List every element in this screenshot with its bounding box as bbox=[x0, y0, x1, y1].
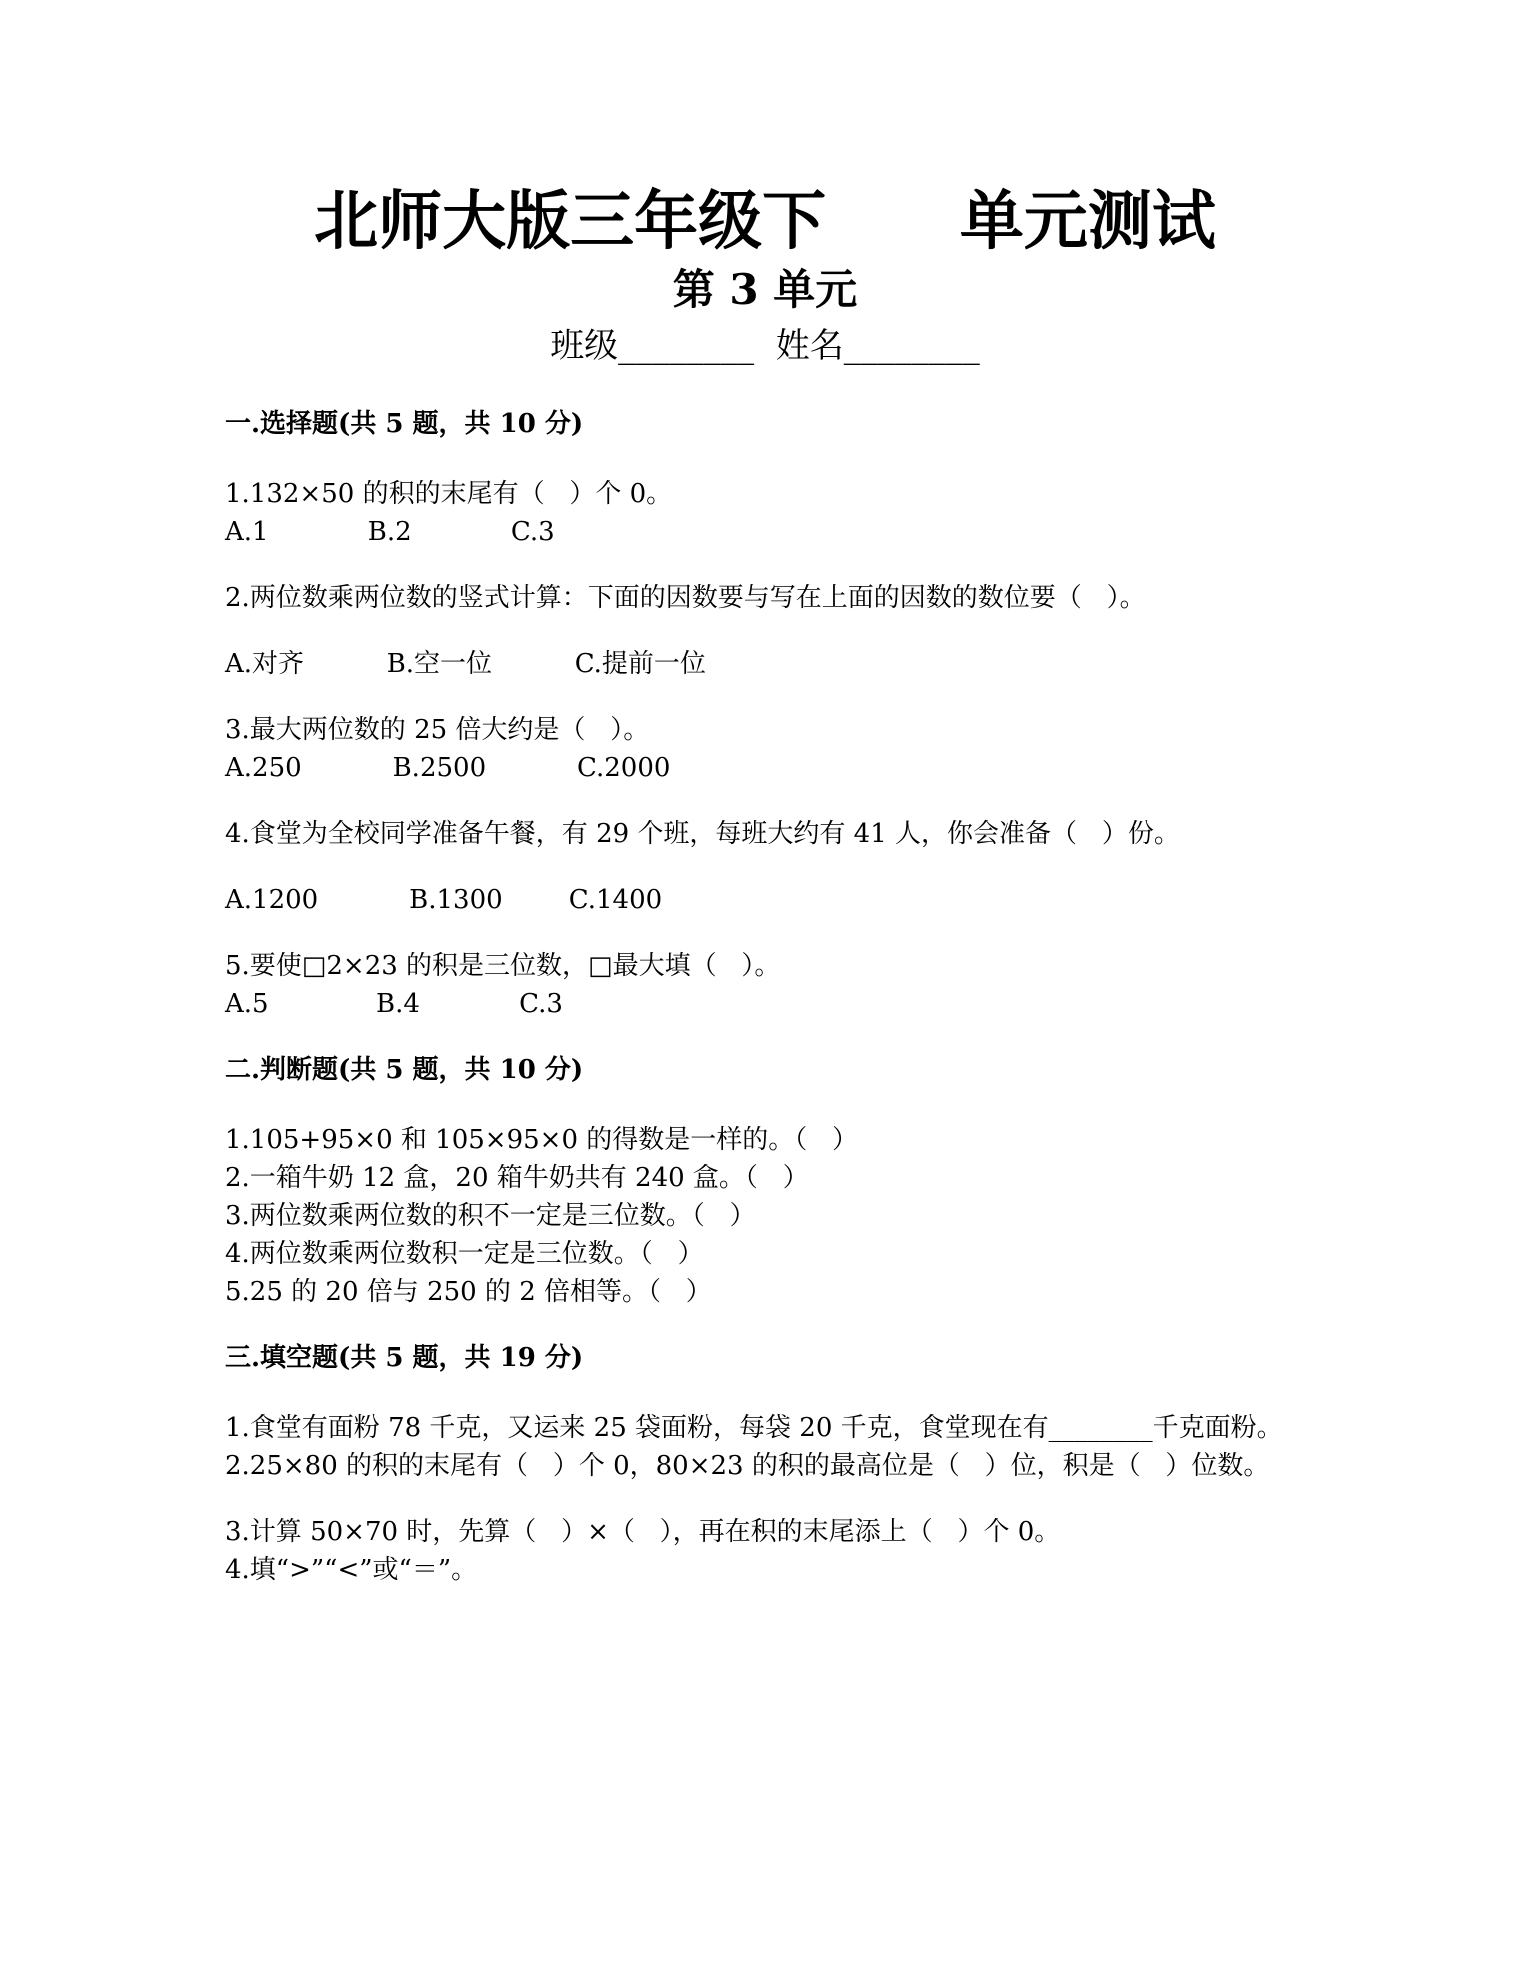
section-heading-choice: 一.选择题(共 5 题，共 10 分) bbox=[225, 409, 584, 439]
unit-subtitle: 第 3 单元 bbox=[672, 265, 858, 314]
question-text: 5.要使□2×23 的积是三位数，□最大填（ ）。 bbox=[225, 951, 781, 981]
list-item: 3.两位数乘两位数的积不一定是三位数。（ ） bbox=[225, 1201, 756, 1231]
question-options: A.1 B.2 C.3 bbox=[225, 517, 555, 547]
question-text: 4.食堂为全校同学准备午餐，有 29 个班，每班大约有 41 人，你会准备（ ）份。 bbox=[225, 819, 1180, 849]
question-options: A.250 B.2500 C.2000 bbox=[225, 753, 671, 783]
exam-content bbox=[225, 405, 1285, 1589]
question-options: A.5 B.4 C.3 bbox=[225, 989, 563, 1019]
class-name-line: 班级________ 姓名________ bbox=[550, 326, 980, 366]
list-item: 5.25 的 20 倍与 250 的 2 倍相等。（ ） bbox=[225, 1277, 712, 1307]
question-text: 2.两位数乘两位数的竖式计算：下面的因数要与写在上面的因数的数位要（ ）。 bbox=[225, 583, 1146, 613]
question-text: 1.132×50 的积的末尾有（ ）个 0。 bbox=[225, 479, 673, 509]
question-options: A.1200 B.1300 C.1400 bbox=[225, 885, 663, 915]
question-options: A.对齐 B.空一位 C.提前一位 bbox=[225, 649, 706, 679]
question-text: 4.填“>”“<”或“＝”。 bbox=[225, 1555, 478, 1585]
list-item: 1.105+95×0 和 105×95×0 的得数是一样的。（ ） bbox=[225, 1125, 859, 1155]
question-text: 2.25×80 的积的末尾有（ ）个 0，80×23 的积的最高位是（ ）位，积是（ ）位数。 bbox=[225, 1451, 1270, 1481]
page-title: 北师大版三年级下 单元测试 bbox=[314, 185, 1216, 259]
question-text: 3.计算 50×70 时，先算（ ）×（ ），再在积的末尾添上（ ）个 0。 bbox=[225, 1517, 1061, 1547]
list-item: 4.两位数乘两位数积一定是三位数。（ ） bbox=[225, 1239, 704, 1269]
question-text: 3.最大两位数的 25 倍大约是（ ）。 bbox=[225, 715, 650, 745]
list-item: 2.一箱牛奶 12 盒，20 箱牛奶共有 240 盒。（ ） bbox=[225, 1163, 809, 1193]
section-heading-fill: 三.填空题(共 5 题，共 19 分) bbox=[225, 1343, 584, 1373]
section-heading-judge: 二.判断题(共 5 题，共 10 分) bbox=[225, 1055, 584, 1085]
question-text: 1.食堂有面粉 78 千克，又运来 25 袋面粉，每袋 20 千克，食堂现在有________千克面粉。 bbox=[225, 1413, 1283, 1443]
